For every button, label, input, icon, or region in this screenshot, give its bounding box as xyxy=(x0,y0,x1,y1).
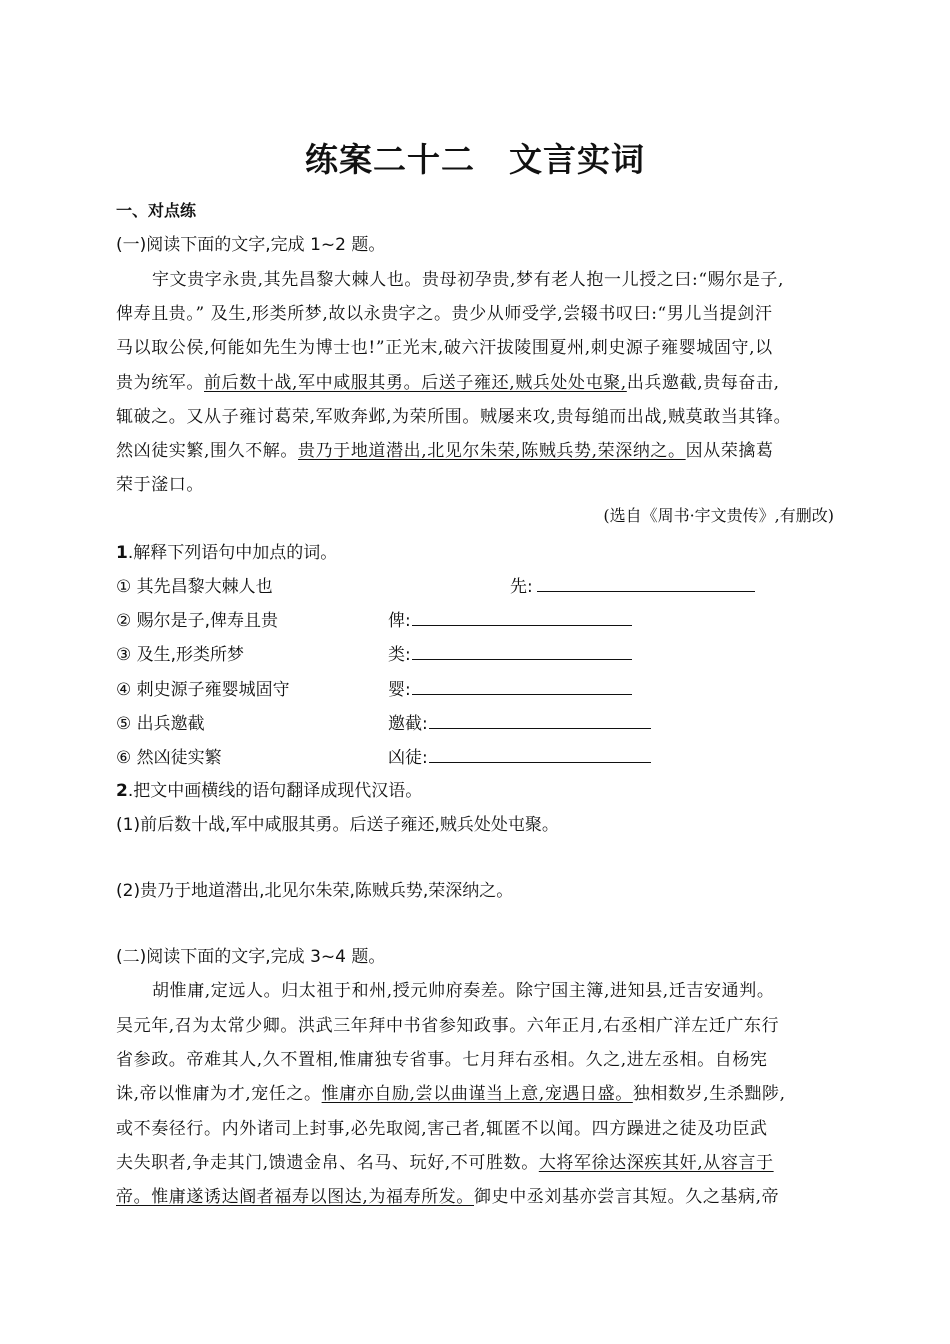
underlined-sentence: 帝。惟庸遂诱达阍者福寿以图达,为福寿所发。 xyxy=(116,1187,475,1207)
q1-item-word: 婴: xyxy=(388,680,411,700)
plain-text: 夫失职者,争走其门,馈遗金帛、名马、玩好,不可胜数。 xyxy=(116,1153,539,1173)
q1-item-text: ③ 及生,形类所梦 xyxy=(116,645,245,665)
passage1-line xyxy=(116,368,780,393)
q1-item-text: ⑤ 出兵邀截 xyxy=(116,714,205,734)
q1-item-word: 邀截: xyxy=(388,714,428,734)
underlined-sentence: 大将军徐达深疾其奸,从容言于 xyxy=(538,1153,774,1173)
passage1-line: 俾寿且贵。” 及生,形类所梦,故以永贵字之。贵少从师受学,尝辍书叹曰:“男儿当提剑汗 xyxy=(116,304,773,324)
source-note: (选自《周书·宇文贵传》,有删改) xyxy=(603,506,834,525)
q1-item-word: 类: xyxy=(388,645,411,665)
answer-blank[interactable] xyxy=(412,625,632,626)
underlined-sentence: 贵乃于地道潜出,北见尔朱荣,陈贼兵势,荣深纳之。 xyxy=(298,441,686,461)
q1-item-text: ② 赐尔是子,俾寿且贵 xyxy=(116,611,279,631)
question-number: 2 xyxy=(116,781,128,801)
plain-text: 出兵邀截,贵每奋击, xyxy=(626,373,780,393)
passage2-line xyxy=(116,1182,779,1207)
q1-item-word: 俾: xyxy=(388,611,411,631)
plain-text: 诛,帝以惟庸为才,宠任之。 xyxy=(116,1084,322,1104)
q1-item-text: ⑥ 然凶徒实繁 xyxy=(116,748,222,768)
underlined-sentence: 惟庸亦自励,尝以曲谨当上意,宠遇日盛。 xyxy=(321,1084,633,1104)
q2-sentence-2: (2)贵乃于地道潜出,北见尔朱荣,陈贼兵势,荣深纳之。 xyxy=(116,881,514,901)
answer-blank[interactable] xyxy=(412,659,632,660)
plain-text: 然凶徒实繁,围久不解。 xyxy=(116,441,299,461)
question-text: .把文中画横线的语句翻译成现代汉语。 xyxy=(127,781,423,801)
answer-blank[interactable] xyxy=(537,591,755,592)
answer-blank[interactable] xyxy=(412,694,632,695)
underlined-sentence: 前后数十战,军中咸服其勇。后送子雍还,贼兵处处屯聚, xyxy=(204,373,627,393)
passage1-line: 荣于滏口。 xyxy=(116,475,204,495)
q2-sentence-1: (1)前后数十战,军中咸服其勇。后送子雍还,贼兵处处屯聚。 xyxy=(116,815,559,835)
passage2-line: 胡惟庸,定远人。归太祖于和州,授元帅府奏差。除宁国主簿,进知县,迁吉安通判。 xyxy=(152,981,775,1001)
page-title: 练案二十二 文言实词 xyxy=(305,140,645,179)
passage1-line: 辄破之。又从子雍讨葛荣,军败奔邺,为荣所围。贼屡来攻,贵每缒而出战,贼莫敢当其锋。 xyxy=(116,407,792,427)
plain-text: 贵为统军。 xyxy=(116,373,204,393)
passage2-line xyxy=(116,1148,774,1173)
section-heading: 一、对点练 xyxy=(116,201,197,220)
passage1-line: 宇文贵字永贵,其先昌黎大棘人也。贵母初孕贵,梦有老人抱一儿授之曰:“赐尔是子, xyxy=(152,270,785,290)
part2-instruction: (二)阅读下面的文字,完成 3~4 题。 xyxy=(116,947,386,967)
answer-blank[interactable] xyxy=(429,728,651,729)
q1-item-word: 凶徒: xyxy=(388,748,428,768)
passage2-line xyxy=(116,1079,786,1104)
question-1-stem xyxy=(116,538,337,563)
q1-item-word: 先: xyxy=(510,577,533,597)
passage1-line: 马以取公侯,何能如先生为博士也!”正光末,破六汗拔陵围夏州,刺史源子雍婴城固守,以 xyxy=(116,338,773,358)
question-2-stem xyxy=(116,776,422,801)
question-number: 1 xyxy=(116,543,128,563)
plain-text: 因从荣擒葛 xyxy=(685,441,774,461)
passage2-line: 或不奏径行。内外诸司上封事,必先取阅,害己者,辄匿不以闻。四方躁进之徒及功臣武 xyxy=(116,1119,768,1139)
plain-text: 独相数岁,生杀黜陟, xyxy=(632,1084,786,1104)
q1-item-text: ① 其先昌黎大棘人也 xyxy=(116,577,273,597)
q1-item-text: ④ 刺史源子雍婴城固守 xyxy=(116,680,290,700)
passage2-line: 吴元年,召为太常少卿。洪武三年拜中书省参知政事。六年正月,右丞相广洋左迁广东行 xyxy=(116,1016,780,1036)
passage1-line xyxy=(116,436,774,461)
passage2-line: 省参政。帝难其人,久不置相,惟庸独专省事。七月拜右丞相。久之,进左丞相。自杨宪 xyxy=(116,1050,768,1070)
part1-instruction: (一)阅读下面的文字,完成 1~2 题。 xyxy=(116,235,386,255)
plain-text: 御史中丞刘基亦尝言其短。久之基病,帝 xyxy=(474,1187,780,1207)
answer-blank[interactable] xyxy=(429,762,651,763)
question-text: .解释下列语句中加点的词。 xyxy=(127,543,338,563)
